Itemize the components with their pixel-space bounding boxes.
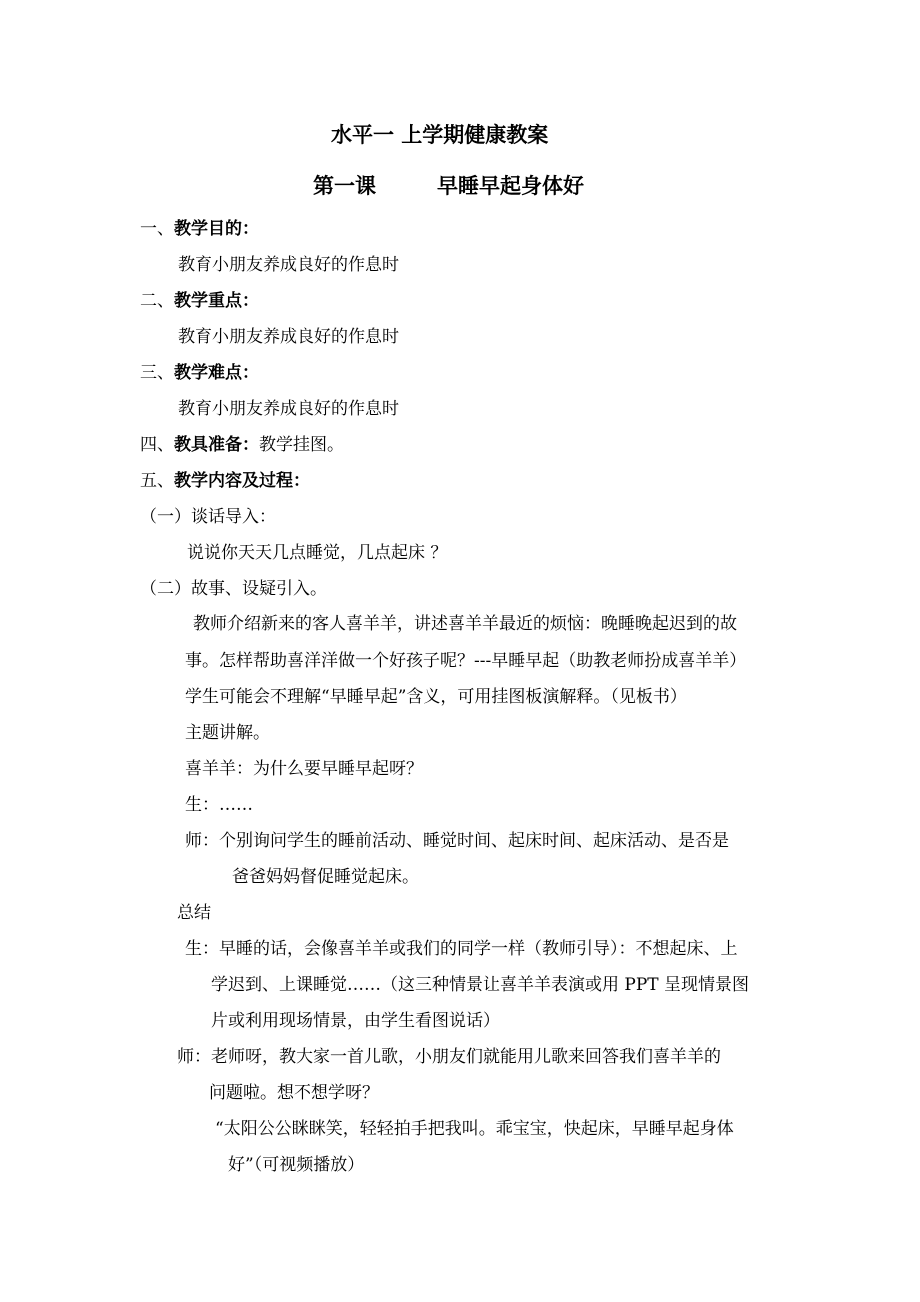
story-line-2: 事。怎样帮助喜洋洋做一个好孩子呢？---早睡早起（助教老师扮成喜羊羊） <box>185 651 747 671</box>
lesson-number: 第一课 <box>313 174 376 198</box>
document-title: 水平一 上学期健康教案 <box>331 123 549 147</box>
lesson-title: 早睡早起身体好 <box>437 174 584 198</box>
section-5-heading: 五、教学内容及过程： <box>140 471 310 491</box>
part-1-heading: （一）谈话导入： <box>140 507 276 527</box>
section-2-heading: 二、教学重点： <box>140 291 259 311</box>
section-4: 四、教具准备：教学挂图。 <box>140 435 344 455</box>
song-intro-1: 师：老师呀，教大家一首儿歌，小朋友们就能用儿歌来回答我们喜羊羊的 <box>177 1047 721 1067</box>
song-intro-2: 问题啦。想不想学呀？ <box>209 1083 379 1103</box>
topic-explain: 主题讲解。 <box>185 723 270 743</box>
section-1-body: 教育小朋友养成良好的作息时 <box>178 255 399 275</box>
summary-label: 总结 <box>177 903 211 923</box>
part-1-body: 说说你天天几点睡觉，几点起床 ？ <box>187 543 448 563</box>
section-2-body: 教育小朋友养成良好的作息时 <box>178 327 399 347</box>
song-lyrics-1: “太阳公公眯眯笑，轻轻拍手把我叫。乖宝宝，快起床，早睡早起身体 <box>215 1119 734 1139</box>
teacher-line-1: 师：个别询问学生的睡前活动、睡觉时间、起床时间、起床活动、是否是 <box>185 831 729 851</box>
part-2-heading: （二）故事、设疑引入。 <box>140 579 327 599</box>
story-line-1: 教师介绍新来的客人喜羊羊，讲述喜羊羊最近的烦恼：晚睡晚起迟到的故 <box>193 614 737 634</box>
summary-line-3: 片或利用现场情景，由学生看图说话） <box>211 1011 500 1031</box>
song-lyrics-2: 好”（可视频播放） <box>228 1155 365 1175</box>
story-line-3: 学生可能会不理解“早睡早起”含义，可用挂图板演解释。（见板书） <box>185 687 687 707</box>
section-3-heading: 三、教学难点： <box>140 363 259 383</box>
question-line: 喜羊羊：为什么要早睡早起呀？ <box>185 759 423 779</box>
student-reply: 生：…… <box>185 795 253 815</box>
summary-line-1: 生：早睡的话，会像喜羊羊或我们的同学一样（教师引导）：不想起床、上 <box>185 939 738 959</box>
summary-line-2: 学迟到、上课睡觉……（这三种情景让喜羊羊表演或用 PPT 呈现情景图 <box>211 975 750 995</box>
teacher-line-2: 爸爸妈妈督促睡觉起床。 <box>232 867 419 887</box>
section-3-body: 教育小朋友养成良好的作息时 <box>178 399 399 419</box>
section-1-heading: 一、教学目的： <box>140 219 259 239</box>
